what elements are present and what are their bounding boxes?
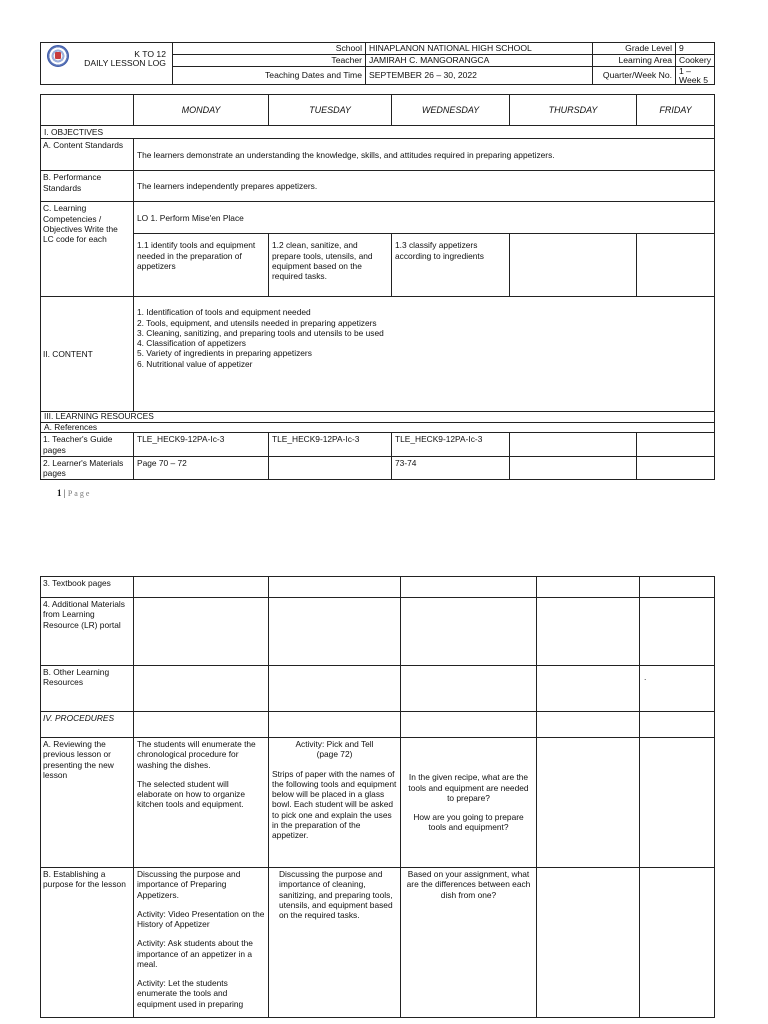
procedures-friday xyxy=(640,712,715,738)
learners-materials-monday: Page 70 – 72 xyxy=(134,456,269,480)
page-number-footer: 1 | Page xyxy=(57,488,92,498)
textbook-monday xyxy=(134,577,269,598)
references-heading: A. References xyxy=(41,423,715,433)
content-item: 4. Classification of appetizers xyxy=(137,338,246,348)
other-monday xyxy=(134,666,269,712)
additional-materials-label: 4. Additional Materials from Learning Resource (LR) portal xyxy=(41,598,134,666)
textbook-wednesday xyxy=(401,577,537,598)
content-list-cell xyxy=(134,297,715,412)
day-header-tuesday: TUESDAY xyxy=(269,95,392,126)
purpose-wednesday-cell xyxy=(401,868,537,1018)
quarter-week-value: 1 – Week 5 xyxy=(676,67,715,85)
day-header-wednesday: WEDNESDAY xyxy=(392,95,510,126)
content-item: 3. Cleaning, sanitizing, and preparing tools and utensils to be used xyxy=(137,327,384,338)
teachers-guide-monday: TLE_HECK9-12PA-Ic-3 xyxy=(134,433,269,457)
reviewing-wednesday-text-2: How are you going to prepare tools and equipment? xyxy=(413,812,524,833)
competency-tuesday: 1.2 clean, sanitize, and prepare tools, utensils, and equipment based on the required tasks. xyxy=(269,234,392,297)
content-item: 1. Identification of tools and equipment needed xyxy=(137,307,311,318)
teachers-guide-thursday xyxy=(510,433,637,457)
reviewing-tuesday-text: Strips of paper with the names of the following tools and equipment below will be placed in a glass bowl. Each student will be asked to pick one and explain the uses in the preparation of the appetizer. xyxy=(272,768,397,840)
page-number: 1 xyxy=(57,488,62,498)
reviewing-tuesday-activity-title: Activity: Pick and Tell xyxy=(295,739,374,749)
teachers-guide-label: 1. Teacher's Guide pages xyxy=(41,433,134,457)
purpose-monday-text-4: Activity: Let the students enumerate the tools and equipment used in preparing xyxy=(137,978,244,1009)
header-title-cell xyxy=(41,43,173,85)
teaching-dates-value: SEPTEMBER 26 – 30, 2022 xyxy=(366,67,593,85)
procedures-monday xyxy=(134,712,269,738)
objectives-heading-fill xyxy=(134,126,715,139)
purpose-monday-text-1: Discussing the purpose and importance of Preparing Appetizers. xyxy=(137,869,241,900)
competency-wednesday: 1.3 classify appetizers according to ingredients xyxy=(392,234,510,297)
purpose-tuesday-cell xyxy=(269,868,401,1018)
content-item: 6. Nutritional value of appetizer xyxy=(137,358,253,369)
learning-area-label: Learning Area xyxy=(593,55,676,67)
learners-materials-thursday xyxy=(510,456,637,480)
additional-monday xyxy=(134,598,269,666)
performance-standards-label: B. Performance Standards xyxy=(41,171,134,202)
additional-friday xyxy=(640,598,715,666)
other-friday: . xyxy=(640,666,715,712)
deped-seal-icon xyxy=(47,45,69,67)
teaching-dates-label: Teaching Dates and Time xyxy=(173,67,366,85)
textbook-pages-label: 3. Textbook pages xyxy=(41,577,134,598)
content-standards-label: A. Content Standards xyxy=(41,139,134,171)
day-header-friday: FRIDAY xyxy=(637,95,715,126)
corner-cell xyxy=(41,95,134,126)
lesson-log-table-page2 xyxy=(40,576,715,1018)
school-value: HINAPLANON NATIONAL HIGH SCHOOL xyxy=(366,43,593,55)
purpose-wednesday-text: Based on your assignment, what are the differences between each dish from one? xyxy=(406,869,531,900)
procedures-thursday xyxy=(537,712,640,738)
other-resources-label: B. Other Learning Resources xyxy=(41,666,134,712)
content-label: II. CONTENT xyxy=(41,297,134,412)
page-word: Page xyxy=(67,489,92,498)
day-header-monday: MONDAY xyxy=(134,95,269,126)
additional-thursday xyxy=(537,598,640,666)
additional-tuesday xyxy=(269,598,401,666)
textbook-thursday xyxy=(537,577,640,598)
learning-outcome-text: LO 1. Perform Mise'en Place xyxy=(134,202,715,234)
reviewing-tuesday-page: (page 72) xyxy=(316,749,353,760)
purpose-monday-cell xyxy=(134,868,269,1018)
textbook-tuesday xyxy=(269,577,401,598)
procedures-heading: IV. PROCEDURES xyxy=(41,712,134,738)
reviewing-wednesday-cell xyxy=(401,738,537,868)
other-thursday xyxy=(537,666,640,712)
content-item: 2. Tools, equipment, and utensils needed in preparing appetizers xyxy=(137,317,377,328)
purpose-monday-text-2: Activity: Video Presentation on the History of Appetizer xyxy=(137,908,265,929)
learners-materials-label: 2. Learner's Materials pages xyxy=(41,456,134,480)
purpose-thursday-cell xyxy=(537,868,640,1018)
textbook-friday xyxy=(640,577,715,598)
teachers-guide-wednesday: TLE_HECK9-12PA-Ic-3 xyxy=(392,433,510,457)
teacher-label: Teacher xyxy=(173,55,366,67)
reviewing-monday-text-2: The selected student will elaborate on how to organize kitchen tools and equipment. xyxy=(137,778,246,810)
content-list xyxy=(137,307,711,369)
grade-level-value: 9 xyxy=(676,43,715,55)
learners-materials-tuesday xyxy=(269,456,392,480)
other-tuesday xyxy=(269,666,401,712)
reviewing-thursday-cell xyxy=(537,738,640,868)
reviewing-wednesday-text-1: In the given recipe, what are the tools and equipment are needed to prepare? xyxy=(408,772,529,803)
learners-materials-wednesday: 73-74 xyxy=(392,456,510,480)
daily-lesson-log-title: DAILY LESSON LOG xyxy=(84,57,166,68)
teachers-guide-tuesday: TLE_HECK9-12PA-Ic-3 xyxy=(269,433,392,457)
reviewing-monday-cell xyxy=(134,738,269,868)
competency-monday: 1.1 identify tools and equipment needed in the preparation of appetizers xyxy=(134,234,269,297)
grade-level-label: Grade Level xyxy=(593,43,676,55)
reviewing-tuesday-cell xyxy=(269,738,401,868)
quarter-week-label: Quarter/Week No. xyxy=(593,67,676,85)
header-table xyxy=(40,42,715,85)
learning-competencies-label: C. Learning Competencies / Objectives Write the LC code for each xyxy=(41,202,134,297)
learning-area-value: Cookery xyxy=(676,55,715,67)
competency-friday xyxy=(637,234,715,297)
procedures-wednesday xyxy=(401,712,537,738)
competency-thursday xyxy=(510,234,637,297)
teacher-value: JAMIRAH C. MANGORANGCA xyxy=(366,55,593,67)
other-wednesday xyxy=(401,666,537,712)
teachers-guide-friday xyxy=(637,433,715,457)
additional-wednesday xyxy=(401,598,537,666)
day-header-thursday: THURSDAY xyxy=(510,95,637,126)
reviewing-monday-text-1: The students will enumerate the chronological procedure for washing the dishes. xyxy=(137,739,256,770)
performance-standards-text: The learners independently prepares appetizers. xyxy=(134,171,715,202)
reviewing-previous-lesson-label: A. Reviewing the previous lesson or presenting the new lesson xyxy=(41,738,134,868)
establishing-purpose-label: B. Establishing a purpose for the lesson xyxy=(41,868,134,1018)
k-to-12-label: K TO 12 xyxy=(134,49,166,59)
content-item: 5. Variety of ingredients in preparing appetizers xyxy=(137,348,312,359)
learners-materials-friday xyxy=(637,456,715,480)
learning-resources-heading: III. LEARNING RESOURCES xyxy=(41,412,715,423)
procedures-tuesday xyxy=(269,712,401,738)
lesson-log-table-page1 xyxy=(40,94,715,480)
objectives-heading: I. OBJECTIVES xyxy=(41,126,134,139)
purpose-friday-cell xyxy=(640,868,715,1018)
content-standards-text: The learners demonstrate an understanding the knowledge, skills, and attitudes required in preparing appetizers. xyxy=(134,139,715,171)
purpose-monday-text-3: Activity: Ask students about the importance of an appetizer in a meal. xyxy=(137,938,253,969)
purpose-tuesday-text: Discussing the purpose and importance of cleaning, sanitizing, and preparing tools, utensils, and equipment based on the required tasks. xyxy=(279,869,393,920)
reviewing-friday-cell xyxy=(640,738,715,868)
school-label: School xyxy=(173,43,366,55)
